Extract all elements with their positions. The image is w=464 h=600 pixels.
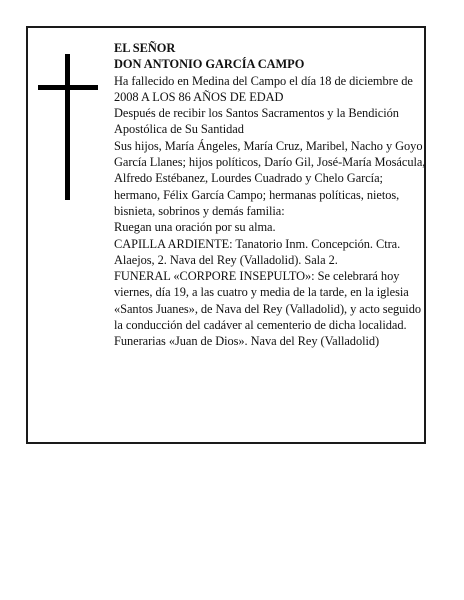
funeral-home: Funerarias «Juan de Dios». Nava del Rey (Valladolid) xyxy=(114,334,380,349)
latin-cross-icon xyxy=(38,54,98,200)
prayer-request: Ruegan una oración por su alma. xyxy=(114,220,276,235)
cross-vertical-bar xyxy=(65,54,70,200)
deceased-name: DON ANTONIO GARCÍA CAMPO xyxy=(114,57,305,72)
family-paragraph: Sus hijos, María Ángeles, María Cruz, Maribel, Nacho y Goyo García Llanes; hijos políticos, Darío Gil, José-María Mosácula, Alfredo Estébanez, Lourdes Cuadrado y Chelo García; hermano, Félix García Campo; hermanas políticas, nietos, bisnieta, sobrinos y demás familia: xyxy=(114,138,426,218)
death-announcement: Ha fallecido en Medina del Campo el día 18 de diciembre de 2008 A LOS 86 AÑOS DE EDAD xyxy=(114,73,413,104)
sacraments-paragraph: Después de recibir los Santos Sacramentos y la Bendición Apostólica de Su Santidad xyxy=(114,106,399,137)
funeral-info: FUNERAL «CORPORE INSEPULTO»: Se celebrará hoy viernes, día 19, a las cuatro y media de la tarde, en la iglesia «Santos Juanes», de Nava del Rey (Valladolid), y acto seguido la conducción del cadáver al cementerio de dicha localidad. xyxy=(114,269,421,333)
title-line-1: EL SEÑOR xyxy=(114,41,176,55)
obituary-text xyxy=(114,40,428,350)
wake-info: CAPILLA ARDIENTE: Tanatorio Inm. Concepción. Ctra. Alaejos, 2. Nava del Rey (Valladolid). Sala 2. xyxy=(114,236,401,267)
obituary-notice xyxy=(26,26,426,444)
cross-horizontal-bar xyxy=(38,85,98,90)
